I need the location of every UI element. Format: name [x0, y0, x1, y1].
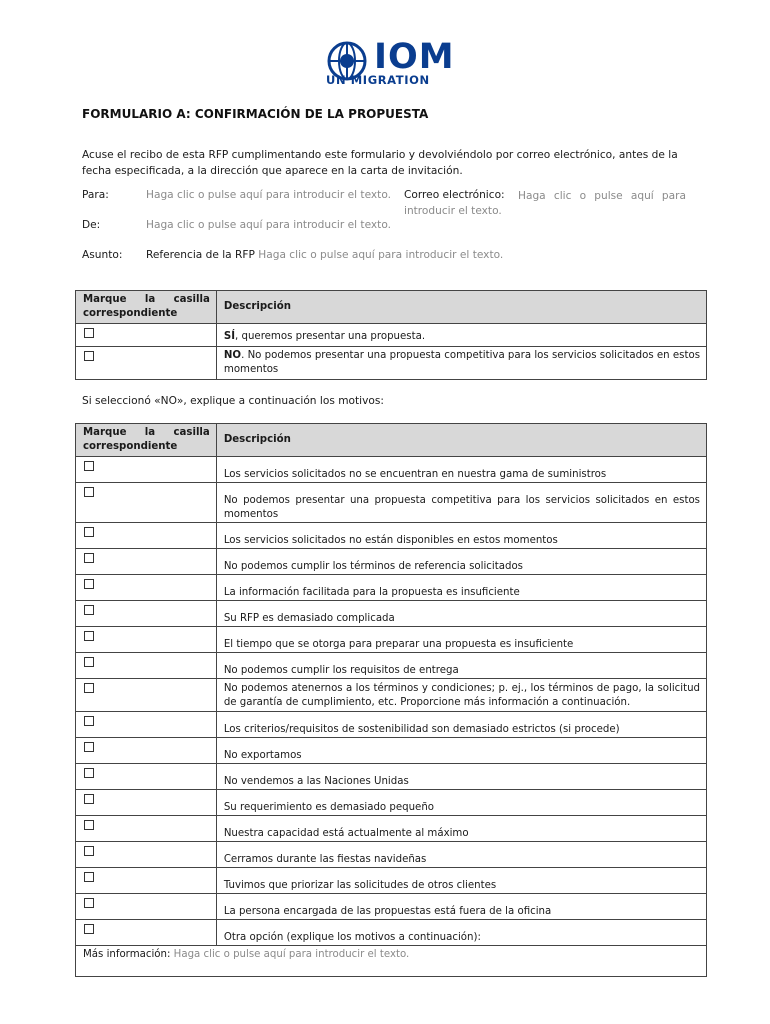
- reason-description: No exportamos: [216, 738, 706, 764]
- reason-description: Su RFP es demasiado complicada: [216, 601, 706, 627]
- de-label: De:: [82, 219, 101, 231]
- header-description-column: Descripción: [216, 291, 706, 324]
- reason-checkbox[interactable]: [84, 898, 94, 908]
- reason-description: Tuvimos que priorizar las solicitudes de otros clientes: [216, 868, 706, 894]
- reason-checkbox[interactable]: [84, 527, 94, 537]
- table-row: [76, 842, 707, 868]
- reason-description: No podemos cumplir los requisitos de entrega: [216, 653, 706, 679]
- table-row: [76, 549, 707, 575]
- reason-description: Los servicios solicitados no están disponibles en estos momentos: [216, 523, 706, 549]
- reason-description: No podemos atenernos a los términos y condiciones; p. ej., los términos de pago, la solicitud de garantía de cumplimiento, etc. Proporcione más información a continuación.: [216, 679, 706, 712]
- more-info-label: Más información:: [83, 949, 171, 960]
- logo-wordmark: IOM: [374, 37, 455, 77]
- reason-description: El tiempo que se otorga para preparar una propuesta es insuficiente: [216, 627, 706, 653]
- table-row: [76, 816, 707, 842]
- asunto-label: Asunto:: [82, 249, 123, 261]
- checkbox-yes[interactable]: [84, 328, 94, 338]
- confirmation-table: [75, 290, 707, 380]
- table-row: [76, 920, 707, 946]
- table-row: [76, 601, 707, 627]
- reason-description: Su requerimiento es demasiado pequeño: [216, 790, 706, 816]
- reason-description: No podemos presentar una propuesta competitiva para los servicios solicitados en estos momentos: [216, 483, 706, 523]
- iom-logo: [326, 37, 455, 90]
- reason-checkbox[interactable]: [84, 872, 94, 882]
- asunto-input[interactable]: Haga clic o pulse aquí para introducir el texto.: [258, 249, 504, 261]
- asunto-prefix: Referencia de la RFP: [146, 249, 255, 261]
- table-row: [76, 483, 707, 523]
- reason-checkbox[interactable]: [84, 716, 94, 726]
- reasons-prompt: Si seleccionó «NO», explique a continuación los motivos:: [82, 395, 384, 407]
- para-input[interactable]: Haga clic o pulse aquí para introducir el texto.: [146, 189, 391, 201]
- table-row: NO. No podemos presentar una propuesta competitiva para los servicios solicitados en estos momentos: [76, 347, 707, 380]
- reason-checkbox[interactable]: [84, 820, 94, 830]
- logo-subtitle: UN MIGRATION: [326, 73, 430, 87]
- table-row: [76, 523, 707, 549]
- header-description-column: Descripción: [216, 424, 706, 457]
- reasons-table: [75, 423, 707, 977]
- reason-checkbox[interactable]: [84, 768, 94, 778]
- reason-checkbox[interactable]: [84, 742, 94, 752]
- de-input[interactable]: Haga clic o pulse aquí para introducir el texto.: [146, 219, 391, 231]
- table-header-row: [76, 291, 707, 324]
- reason-description: Cerramos durante las fiestas navideñas: [216, 842, 706, 868]
- header-check-column: Marque la casilla correspondiente: [76, 424, 217, 457]
- asunto-field: [146, 249, 503, 261]
- table-row: [76, 457, 707, 483]
- table-header-row: [76, 424, 707, 457]
- reason-checkbox[interactable]: [84, 631, 94, 641]
- reason-checkbox[interactable]: [84, 846, 94, 856]
- more-info-input[interactable]: Haga clic o pulse aquí para introducir el texto.: [173, 949, 410, 960]
- reason-description: No podemos cumplir los términos de referencia solicitados: [216, 549, 706, 575]
- more-info-row: [76, 946, 707, 977]
- reason-checkbox[interactable]: [84, 553, 94, 563]
- table-row: SÍ, queremos presentar una propuesta.: [76, 324, 707, 347]
- reason-description: La información facilitada para la propuesta es insuficiente: [216, 575, 706, 601]
- table-row: [76, 790, 707, 816]
- table-row: [76, 764, 707, 790]
- reason-checkbox[interactable]: [84, 487, 94, 497]
- table-row: [76, 712, 707, 738]
- table-row: [76, 653, 707, 679]
- reason-checkbox[interactable]: [84, 605, 94, 615]
- reason-description: Otra opción (explique los motivos a continuación):: [216, 920, 706, 946]
- reason-checkbox[interactable]: [84, 924, 94, 934]
- reason-description: Los servicios solicitados no se encuentran en nuestra gama de suministros: [216, 457, 706, 483]
- reason-checkbox[interactable]: [84, 794, 94, 804]
- checkbox-no[interactable]: [84, 351, 94, 361]
- reason-checkbox[interactable]: [84, 657, 94, 667]
- para-label: Para:: [82, 189, 109, 201]
- table-row: [76, 868, 707, 894]
- reason-checkbox[interactable]: [84, 683, 94, 693]
- table-row: [76, 575, 707, 601]
- table-row: [76, 738, 707, 764]
- table-row: [76, 627, 707, 653]
- correo-input[interactable]: Haga clic o pulse aquí para introducir el texto.: [404, 190, 686, 217]
- reason-checkbox[interactable]: [84, 461, 94, 471]
- page-title: FORMULARIO A: CONFIRMACIÓN DE LA PROPUESTA: [82, 107, 429, 121]
- table-row: [76, 894, 707, 920]
- correo-label: Correo electrónico:: [404, 189, 505, 201]
- reason-description: Nuestra capacidad está actualmente al máximo: [216, 816, 706, 842]
- reason-description: Los criterios/requisitos de sostenibilidad son demasiado estrictos (si procede): [216, 712, 706, 738]
- reason-description: No vendemos a las Naciones Unidas: [216, 764, 706, 790]
- table-row: [76, 679, 707, 712]
- reason-checkbox[interactable]: [84, 579, 94, 589]
- intro-paragraph: Acuse el recibo de esta RFP cumplimentando este formulario y devolviéndolo por correo electrónico, antes de la fecha especificada, a la dirección que aparece en la carta de invitación.: [82, 149, 678, 177]
- header-check-column: Marque la casilla correspondiente: [76, 291, 217, 324]
- reason-description: La persona encargada de las propuestas está fuera de la oficina: [216, 894, 706, 920]
